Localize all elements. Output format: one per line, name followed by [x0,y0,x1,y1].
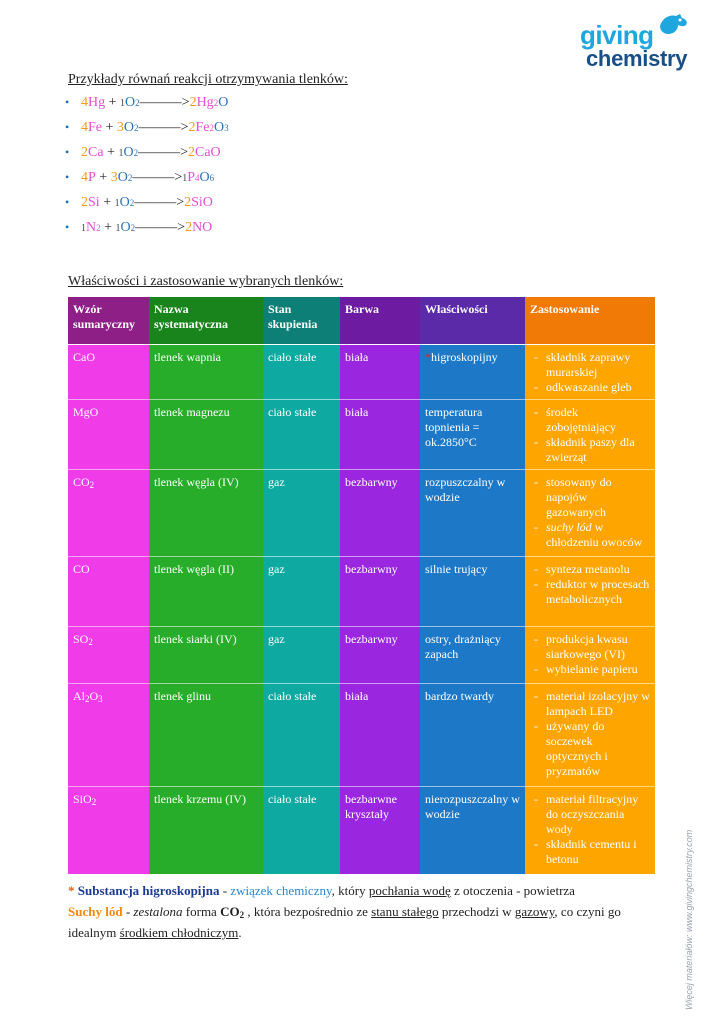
product-coefficient: 2 [184,195,192,210]
properties-text: nierozpuszczalny w wodzie [425,792,520,821]
absorbs-water-text: pochłania wodę [368,883,451,898]
product-coefficient: 2 [189,95,197,110]
cell-formula [68,345,149,400]
cell-uses [525,400,655,470]
product-oxygen: O [199,170,210,185]
cell-state: ciało stałe [263,684,340,787]
text: , który [331,883,369,898]
uses-list [530,405,650,465]
co2-formula [220,904,244,919]
cell-state: ciało stałe [263,400,340,470]
cell-state: gaz [263,470,340,557]
logo-word-chemistry: chemistry [586,46,688,71]
cell-uses [525,627,655,684]
use-item: - składnik paszy dla zwierząt [530,435,650,465]
footnote-star: * [68,883,75,898]
table-row [68,470,655,557]
use-item: - środek zobojętniający [530,405,650,435]
dog-mascot-icon [656,12,690,42]
use-item: - składnik zaprawy murarskiej [530,350,650,380]
reactant-symbol: P [88,170,96,185]
side-watermark: Więcej materiałów: www.givingchemistry.com [684,829,694,1010]
oxygen-coefficient: 3 [110,170,118,185]
term-dry-ice: Suchy lód [68,904,123,919]
cell-properties [420,557,525,627]
uses-list [530,632,650,677]
header-state: Stan skupienia [263,297,340,345]
cell-color: bezbarwny [340,557,420,627]
term-hygroscopic: Substancja higroskopijna [77,883,220,898]
cell-name: tlenek siarki (IV) [149,627,263,684]
reaction-arrow: ———> [139,95,190,110]
formula-main: CO [73,562,90,576]
table-row [68,684,655,787]
cooling-agent-text: środkiem chłodniczym [119,925,239,940]
cell-formula [68,557,149,627]
reactant-symbol: Ca [88,145,104,160]
reactant-symbol: Fe [88,120,102,135]
plus-sign: + [102,120,117,135]
uses-list [530,350,650,395]
formula-main: SO [73,632,89,646]
formula-main: Al [73,689,85,703]
reaction-arrow: ———> [138,145,188,160]
reactant-coefficient: 2 [81,195,88,210]
formula-second: O [89,689,99,703]
footnote-hygroscopic [68,880,668,901]
bullet-icon: • [65,120,70,134]
reactant-symbol: Si [88,195,100,210]
solidified-text: zestalona [133,904,183,919]
cell-name: tlenek krzemu (IV) [149,787,263,874]
table-heading: Właściwości i zastosowanie wybranych tlenków: [68,274,344,289]
cell-formula [68,400,149,470]
cell-uses [525,557,655,627]
cell-color: bezbarwny [340,627,420,684]
properties-text: higroskopijny [431,350,498,364]
cell-properties [420,684,525,787]
equations-heading: Przykłady równań reakcji otrzymywania tlenków: [68,72,348,87]
product-symbol: Hg [196,95,214,110]
text: przechodzi w [438,904,515,919]
oxygen-coefficient: 3 [116,120,124,135]
table-header-row [68,297,655,345]
header-formula: Wzór sumaryczny [68,297,149,345]
reactant-coefficient: 4 [81,120,88,135]
cell-name: tlenek magnezu [149,400,263,470]
reactant-symbol: N [86,220,97,235]
cell-name: tlenek glinu [149,684,263,787]
table-row [68,345,655,400]
equation-item: • 1 N 2 + 1 O 2 ———> 2 NO [65,220,213,235]
cell-name: tlenek wapnia [149,345,263,400]
use-item: - reduktor w procesach metabolicznych [530,577,650,607]
header-properties: Właściwości [420,297,525,345]
product-coefficient: 2 [188,145,195,160]
cell-uses [525,787,655,874]
bullet-icon: • [65,195,70,209]
use-item: - używany do soczewek optycznych i pryzmatów [530,719,650,779]
text: forma [182,904,221,919]
uses-list [530,475,650,550]
cell-state: ciało stałe [263,787,340,874]
properties-text: bardzo twardy [425,689,494,703]
product-symbol: SiO [191,195,213,210]
logo-word-giving: giving [580,20,654,50]
reactant-symbol: Hg [88,95,106,110]
co2-sub: 2 [239,910,245,920]
cell-color: biała [340,684,420,787]
cell-properties [420,345,525,400]
product-coefficient: 2 [185,220,193,235]
reaction-arrow: ———> [138,120,189,135]
formula-subscript-2: 3 [98,694,103,704]
equation-item: • 2 Si + 1 O 2 ———> 2 SiO [65,195,213,210]
cell-state: ciało stałe [263,345,340,400]
solid-state-text: stanu stałego [371,904,439,919]
bullet-icon: • [65,95,70,109]
co2-main: CO [220,904,240,919]
formula-main: MgO [73,405,99,419]
use-item: - wybielanie papieru [530,662,650,677]
cell-formula [68,684,149,787]
oxygen-coefficient: 1 [118,148,124,159]
oxides-table [68,297,655,874]
cell-properties [420,470,525,557]
uses-list [530,689,650,779]
cell-name: tlenek węgla (II) [149,557,263,627]
cell-uses [525,470,655,557]
use-item: - synteza metanolu [530,562,650,577]
use-item: - materiał filtracyjny do oczyszczania wody [530,792,650,837]
cell-properties [420,787,525,874]
product-symbol: P [187,170,196,185]
oxygen-coefficient: 1 [115,223,121,234]
cell-formula [68,470,149,557]
footnote-star: * [425,350,431,364]
cell-formula [68,787,149,874]
formula-subscript: 2 [89,480,95,490]
reactant-coefficient: 1 [81,223,86,234]
product-coefficient: 1 [182,173,188,184]
cell-name: tlenek węgla (IV) [149,470,263,557]
oxygen-symbol: O [120,220,131,235]
cell-formula [68,627,149,684]
formula-main: SiO [73,792,92,806]
plus-sign: + [105,95,121,110]
reaction-arrow: ———> [132,170,183,185]
plus-sign: + [99,195,115,210]
use-item: - składnik cementu i betonu [530,837,650,867]
plus-sign: + [95,170,111,185]
equation-item: • 2 Ca + 1 O 2 ———> 2 CaO [65,145,221,160]
reactant-coefficient: 2 [81,145,88,160]
chemical-compound-text: związek chemiczny [230,883,332,898]
reaction-arrow: ———> [134,195,185,210]
text: . [238,925,242,940]
reactant-coefficient: 4 [81,95,88,110]
formula-subscript: 2 [91,797,97,807]
uses-list [530,562,650,607]
oxygen-coefficient: 1 [120,98,126,109]
reactant-coefficient: 4 [81,170,88,185]
brand-logo [580,10,714,70]
properties-text: rozpuszczalny w wodzie [425,475,506,504]
product-symbol: Fe [195,120,210,135]
use-item: - produkcja kwasu siarkowego (VI) [530,632,650,662]
oxygen-symbol: O [117,170,128,185]
oxygen-symbol: O [123,120,135,135]
formula-main: CO [73,475,90,489]
header-color: Barwa [340,297,420,345]
cell-properties [420,400,525,470]
use-item: - materiał izolacyjny w lampach LED [530,689,650,719]
plus-sign: + [100,220,116,235]
uses-list [530,792,650,867]
table-row [68,627,655,684]
reaction-arrow: ———> [135,220,186,235]
use-italic-term: suchy lód [546,520,592,534]
dash: - [122,904,134,919]
properties-text: ostry, drażniący zapach [425,632,501,661]
product-symbol: CaO [195,145,221,160]
footnote-dry-ice [68,901,668,943]
properties-text: silnie trujący [425,562,488,576]
text: z otoczenia - powietrza [450,883,575,898]
cell-color: bezbarwne kryształy [340,787,420,874]
use-item [530,520,650,550]
text: , co czyni go idealnym [68,904,621,940]
properties-text: temperatura topnienia = ok.2850°C [425,405,483,449]
formula-subscript: 2 [85,694,90,704]
use-item: - odkwaszanie gleb [530,380,650,395]
cell-properties [420,627,525,684]
oxygen-symbol: O [119,195,130,210]
cell-uses [525,345,655,400]
dash: - [219,883,231,898]
oxygen-symbol: O [125,95,136,110]
product-symbol: NO [192,220,213,235]
equation-item: • 4 Fe + 3 O 2 ———> 2 Fe 2 O 3 [65,120,229,135]
cell-uses [525,684,655,787]
header-name: Nazwa systematyczna [149,297,263,345]
equation-item: • 4 Hg + 1 O 2 ———> 2 Hg 2 O [65,95,229,110]
cell-color: biała [340,345,420,400]
use-text: w chłodzeniu owoców [546,520,643,549]
bullet-icon: • [65,145,70,159]
plus-sign: + [103,145,119,160]
oxygen-coefficient: 1 [114,198,120,209]
gaseous-text: gazowy [514,904,555,919]
bullet-icon: • [65,220,70,234]
formula-main: CaO [73,350,95,364]
cell-state: gaz [263,557,340,627]
table-row [68,787,655,874]
table-row [68,400,655,470]
text: , która bezpośrednio ze [244,904,372,919]
table-row [68,557,655,627]
cell-state: gaz [263,627,340,684]
bullet-icon: • [65,170,70,184]
footnotes [68,880,668,943]
oxygen-symbol: O [123,145,134,160]
cell-color: biała [340,400,420,470]
equation-list [65,95,229,245]
formula-subscript: 2 [88,637,93,647]
use-item: - stosowany do napojów gazowanych [530,475,650,520]
cell-color: bezbarwny [340,470,420,557]
header-uses: Zastosowanie [525,297,655,345]
product-oxygen: O [213,120,225,135]
equation-item: • 4 P + 3 O 2 ———> 1 P 4 O 6 [65,170,215,185]
product-oxygen: O [218,95,229,110]
product-coefficient: 2 [188,120,196,135]
